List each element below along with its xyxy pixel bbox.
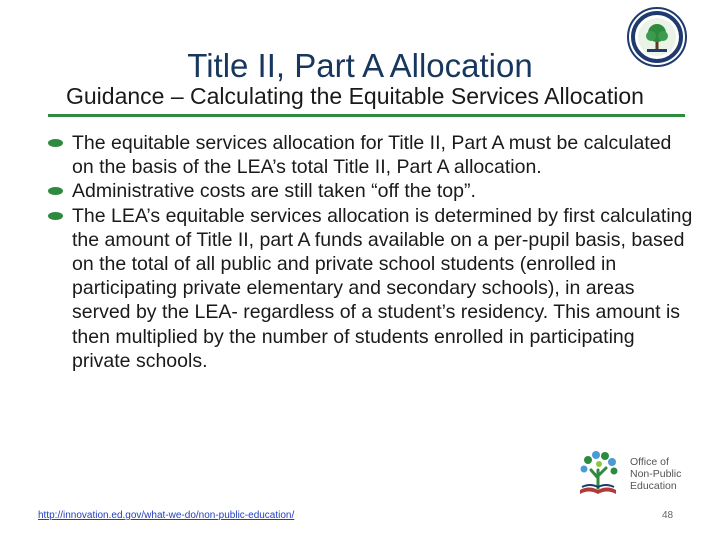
- logo-line: Non-Public: [630, 468, 682, 480]
- title-divider: [48, 114, 685, 117]
- bullet-icon: [48, 139, 63, 147]
- slide-title: Title II, Part A Allocation: [187, 47, 533, 84]
- logo-line: Education: [630, 480, 677, 492]
- bullet-item: [48, 131, 698, 179]
- logo-text: [630, 456, 700, 492]
- logo-line: Office of: [630, 456, 669, 468]
- slide-subtitle: Guidance – Calculating the Equitable Services Allocation: [66, 83, 644, 109]
- bullet-item: [48, 204, 698, 373]
- bullet-text: The equitable services allocation for Title II, Part A must be calculated on the basis of the LEA’s total Title II, Part A allocation.: [72, 132, 672, 179]
- page-number: 48: [662, 510, 674, 521]
- bullet-icon: [48, 212, 63, 220]
- non-public-education-logo: [574, 448, 694, 500]
- bullet-text: The LEA’s equitable services allocation is determined by first calculating the amount of Title II, part A funds available on a per-pupil basis, based on the total of all public and private school students (enrolled in participating private elementary and secondary schools), in areas served by the LEA- regardless of a student’s residency. This amount is then multiplied by the number of students enrolled in participating private schools.: [72, 204, 693, 372]
- tree-book-icon: [574, 448, 624, 498]
- bullet-list: [48, 131, 698, 373]
- bullet-icon: [48, 187, 63, 195]
- bullet-item: [48, 179, 698, 203]
- footer-link[interactable]: http://innovation.ed.gov/what-we-do/non-public-education/: [38, 510, 295, 521]
- bullet-text: Administrative costs are still taken “off the top”.: [72, 180, 476, 203]
